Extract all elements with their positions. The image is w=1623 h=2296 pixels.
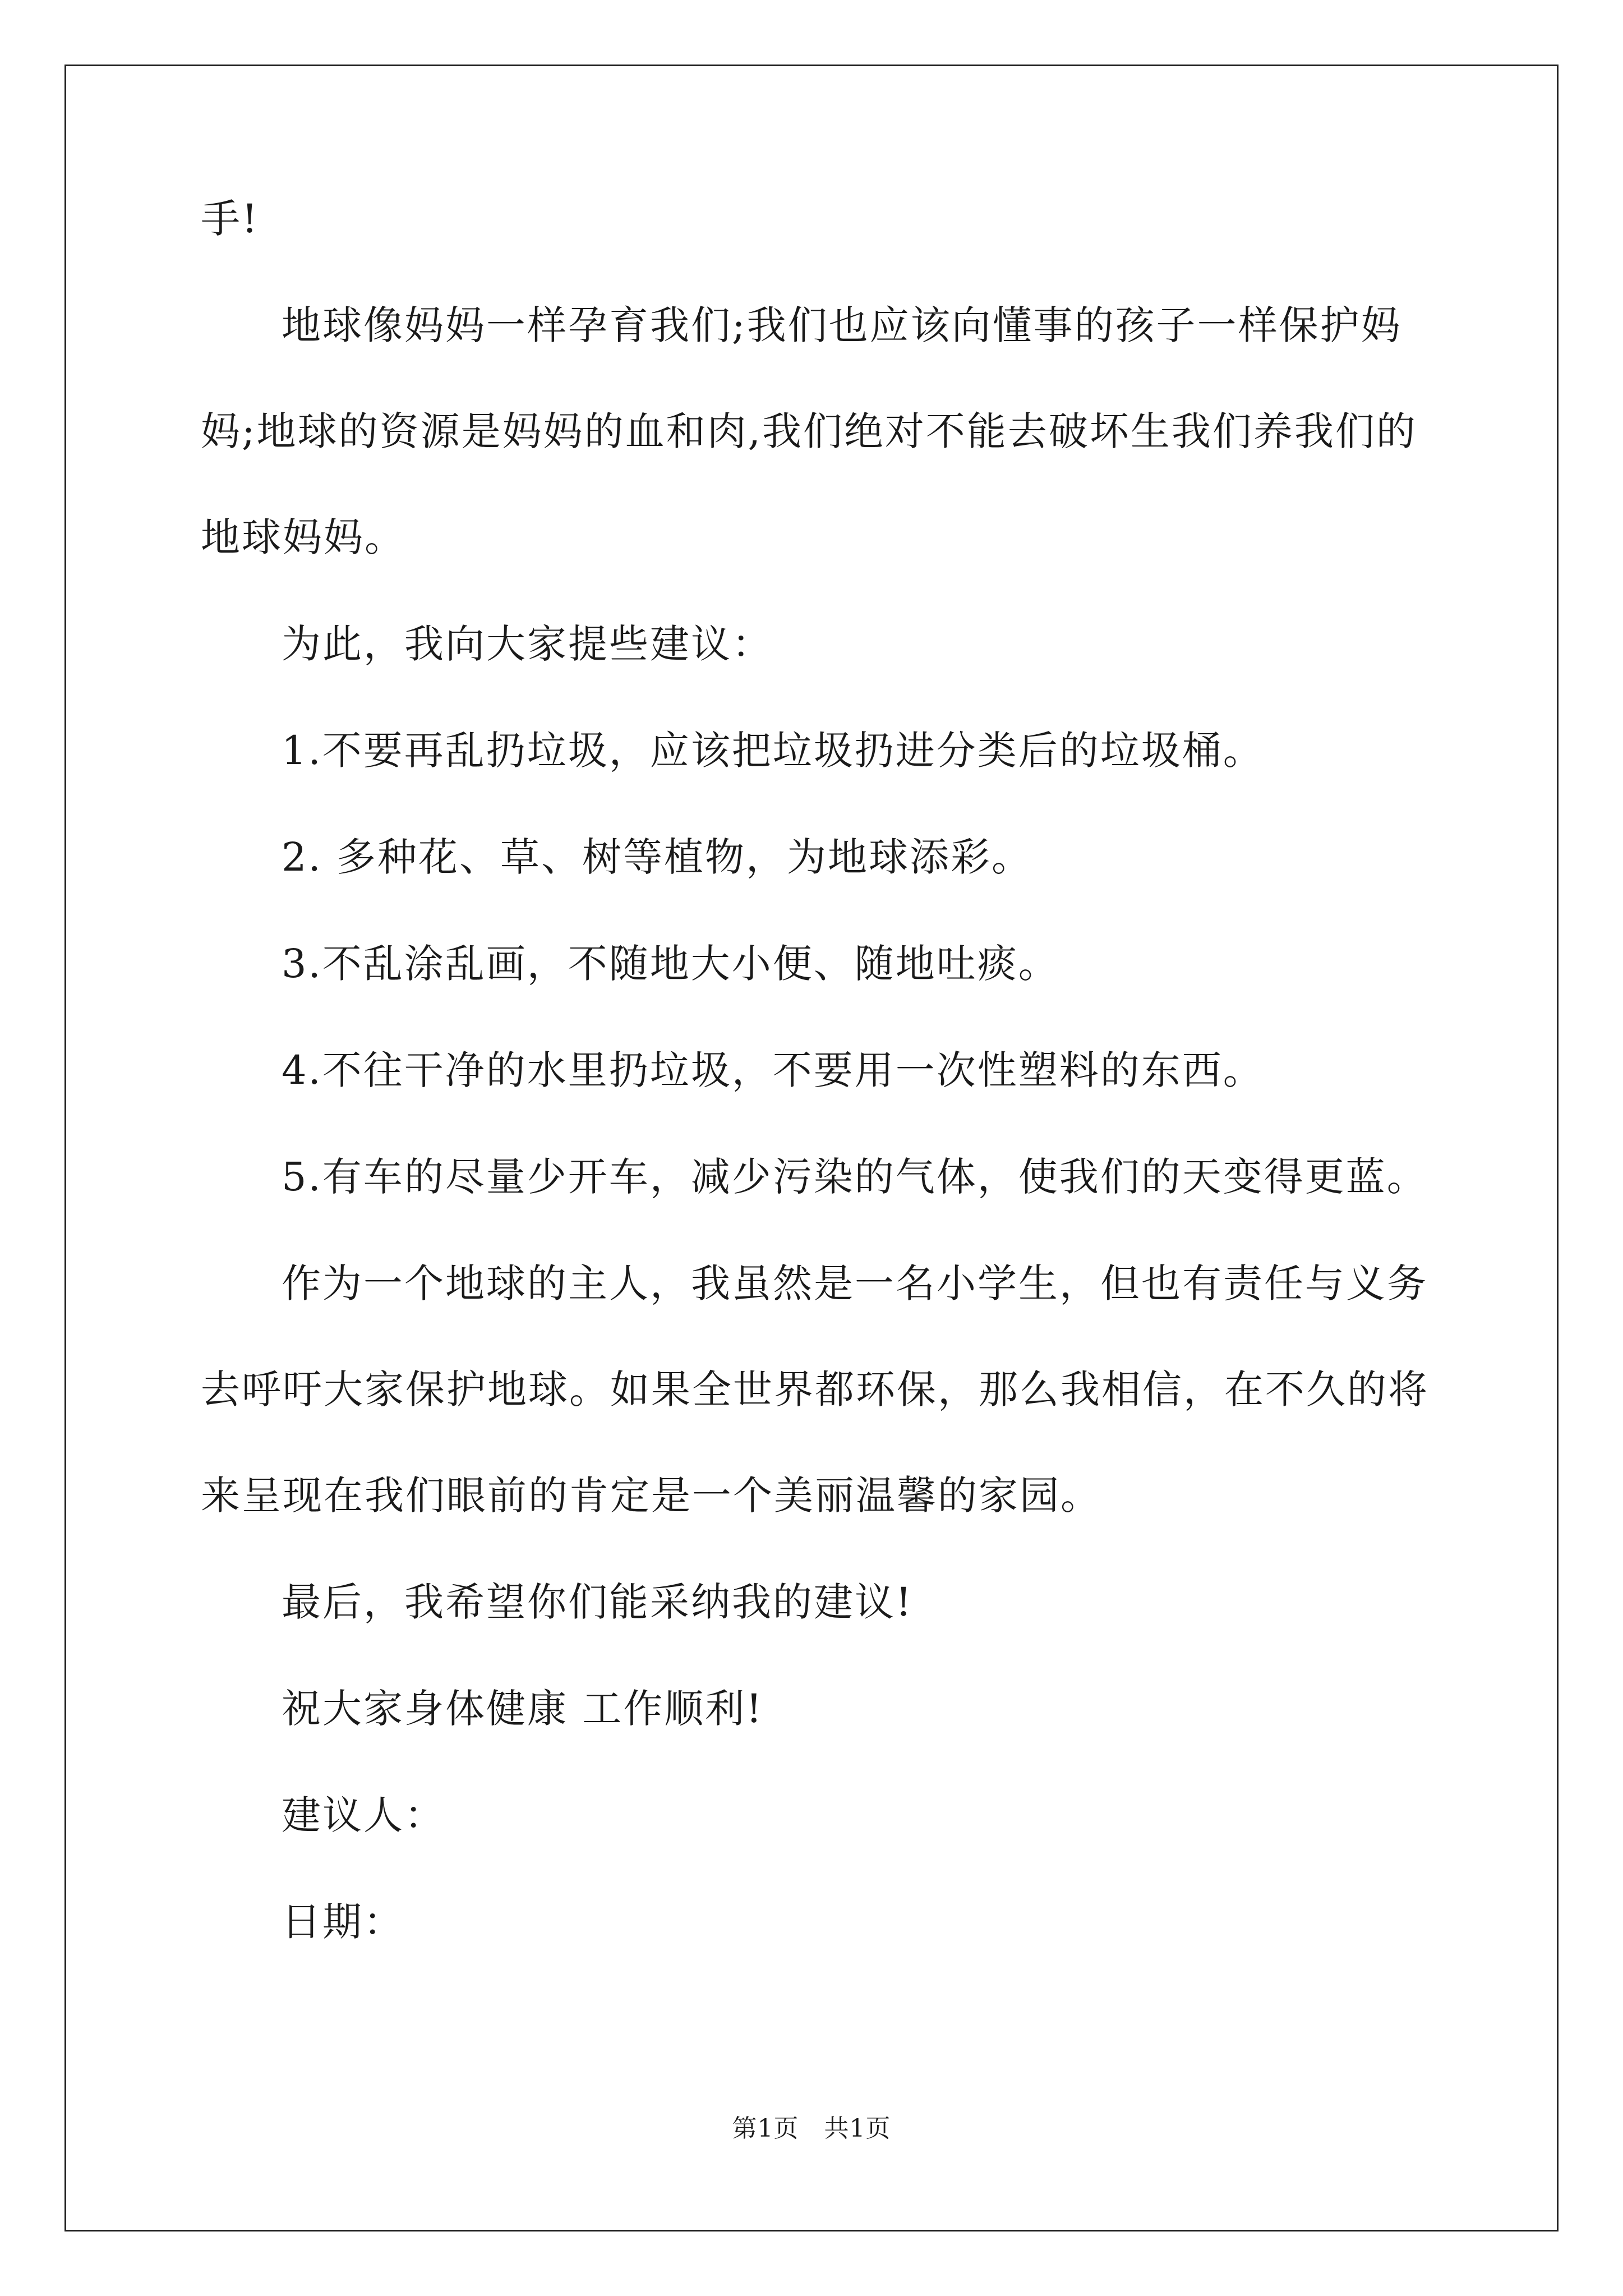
text-line: 去呼吁大家保护地球。如果全世界都环保，那么我相信，在不久的将 bbox=[201, 1366, 1429, 1412]
page-number: 第1页 共1页 bbox=[732, 2114, 891, 2143]
list-item: 4.不往干净的水里扔垃圾，不要用一次性塑料的东西。 bbox=[282, 1047, 1264, 1093]
text-line: 地球像妈妈一样孕育我们;我们也应该向懂事的孩子一样保护妈 bbox=[282, 302, 1402, 348]
date-label: 日期： bbox=[282, 1899, 404, 1945]
text-line: 作为一个地球的主人，我虽然是一名小学生，但也有责任与义务 bbox=[282, 1260, 1428, 1306]
text-line: 为此，我向大家提些建议： bbox=[282, 621, 773, 667]
list-item: 5.有车的尽量少开车，减少污染的气体，使我们的天变得更蓝。 bbox=[282, 1154, 1428, 1200]
text-line: 最后，我希望你们能采纳我的建议! bbox=[282, 1579, 914, 1625]
text-line: 祝大家身体健康 工作顺利! bbox=[282, 1686, 764, 1732]
text-line: 地球妈妈。 bbox=[201, 514, 405, 560]
list-item: 2. 多种花、草、树等植物，为地球添彩。 bbox=[282, 834, 1033, 880]
text-line: 手! bbox=[201, 196, 260, 242]
list-item: 1.不要再乱扔垃圾，应该把垃圾扔进分类后的垃圾桶。 bbox=[282, 728, 1264, 774]
text-line: 妈;地球的资源是妈妈的血和肉,我们绝对不能去破坏生我们养我们的 bbox=[201, 408, 1417, 454]
signature-label: 建议人： bbox=[282, 1792, 445, 1838]
list-item: 3.不乱涂乱画，不随地大小便、随地吐痰。 bbox=[282, 941, 1059, 987]
document-body bbox=[201, 191, 1432, 1950]
text-line: 来呈现在我们眼前的肯定是一个美丽温馨的家园。 bbox=[201, 1473, 1101, 1519]
